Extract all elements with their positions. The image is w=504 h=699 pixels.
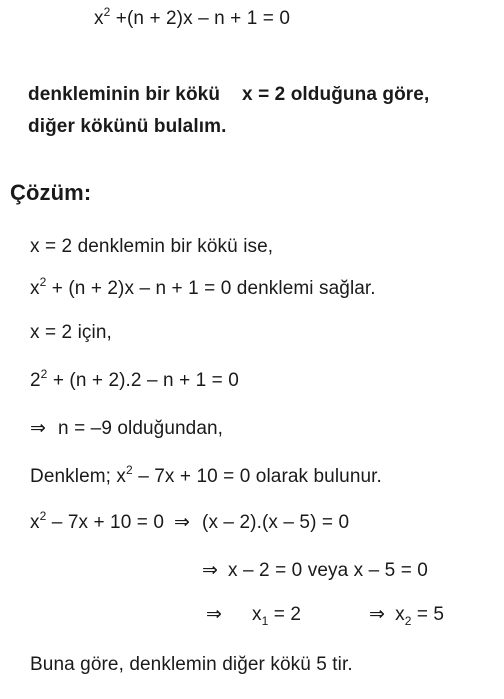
root-x1: x	[252, 604, 262, 625]
solution-heading-text: Çözüm:	[10, 180, 92, 205]
implies-arrow-icon: ⇒	[369, 604, 386, 625]
solution-line-9	[206, 604, 444, 626]
implies-arrow-icon: ⇒	[30, 418, 47, 439]
line4-rest: + (n + 2).2 – n + 1 = 0	[47, 370, 239, 391]
solution-line-5	[30, 418, 223, 440]
equation-exponent: 2	[103, 5, 111, 19]
line4-base: 2	[30, 370, 41, 391]
solution-line-8	[202, 560, 428, 582]
line5-text: n = –9 olduğundan,	[58, 418, 224, 439]
implies-arrow-icon: ⇒	[206, 604, 223, 625]
root-x2-subscript: 2	[404, 614, 412, 628]
line6-pre: Denklem; x	[30, 466, 127, 487]
solution-line-2	[30, 275, 376, 300]
root-x1-value: = 2	[268, 604, 302, 625]
statement-text-b: x = 2 olduğuna göre,	[242, 84, 430, 105]
solution-line-7	[30, 509, 350, 534]
root-x2-value: = 5	[411, 604, 445, 625]
equation-rest: +(n + 2)x – n + 1 = 0	[110, 8, 291, 29]
line4-exponent: 2	[40, 367, 48, 381]
line2-exponent: 2	[39, 275, 47, 289]
line7-rest: (x – 2).(x – 5) = 0	[202, 512, 350, 533]
problem-equation	[94, 5, 291, 30]
solution-line-6	[30, 463, 382, 488]
problem-statement-line1	[28, 84, 429, 106]
root-x1-subscript: 1	[261, 614, 269, 628]
line7-exponent: 2	[39, 509, 47, 523]
line2-rest: + (n + 2)x – n + 1 = 0 denklemi sağlar.	[46, 278, 376, 299]
line8-text: x – 2 = 0 veya x – 5 = 0	[228, 560, 428, 581]
line7-mid: – 7x + 10 = 0	[46, 512, 164, 533]
solution-heading	[10, 182, 91, 204]
line6-exponent: 2	[126, 463, 133, 477]
root-x2: x	[395, 604, 405, 625]
solution-line-3	[30, 322, 112, 344]
equation-x: x	[94, 8, 104, 29]
line2-x: x	[30, 278, 40, 299]
solution-line-1	[30, 236, 273, 258]
implies-arrow-icon: ⇒	[202, 560, 219, 581]
conclusion-text: Buna göre, denklemin diğer kökü 5 tir.	[30, 654, 353, 675]
statement-text-a: denkleminin bir kökü	[28, 84, 221, 105]
line6-rest: – 7x + 10 = 0 olarak bulunur.	[132, 466, 382, 487]
solution-line-3-text: x = 2 için,	[30, 322, 112, 343]
solution-line-4	[30, 367, 239, 392]
problem-statement-line2	[28, 116, 226, 138]
solution-line-1-text: x = 2 denklemin bir kökü ise,	[30, 236, 274, 257]
conclusion	[30, 654, 353, 676]
line7-x: x	[30, 512, 40, 533]
statement-text-c: diğer kökünü bulalım.	[28, 116, 227, 137]
implies-arrow-icon: ⇒	[174, 512, 191, 533]
